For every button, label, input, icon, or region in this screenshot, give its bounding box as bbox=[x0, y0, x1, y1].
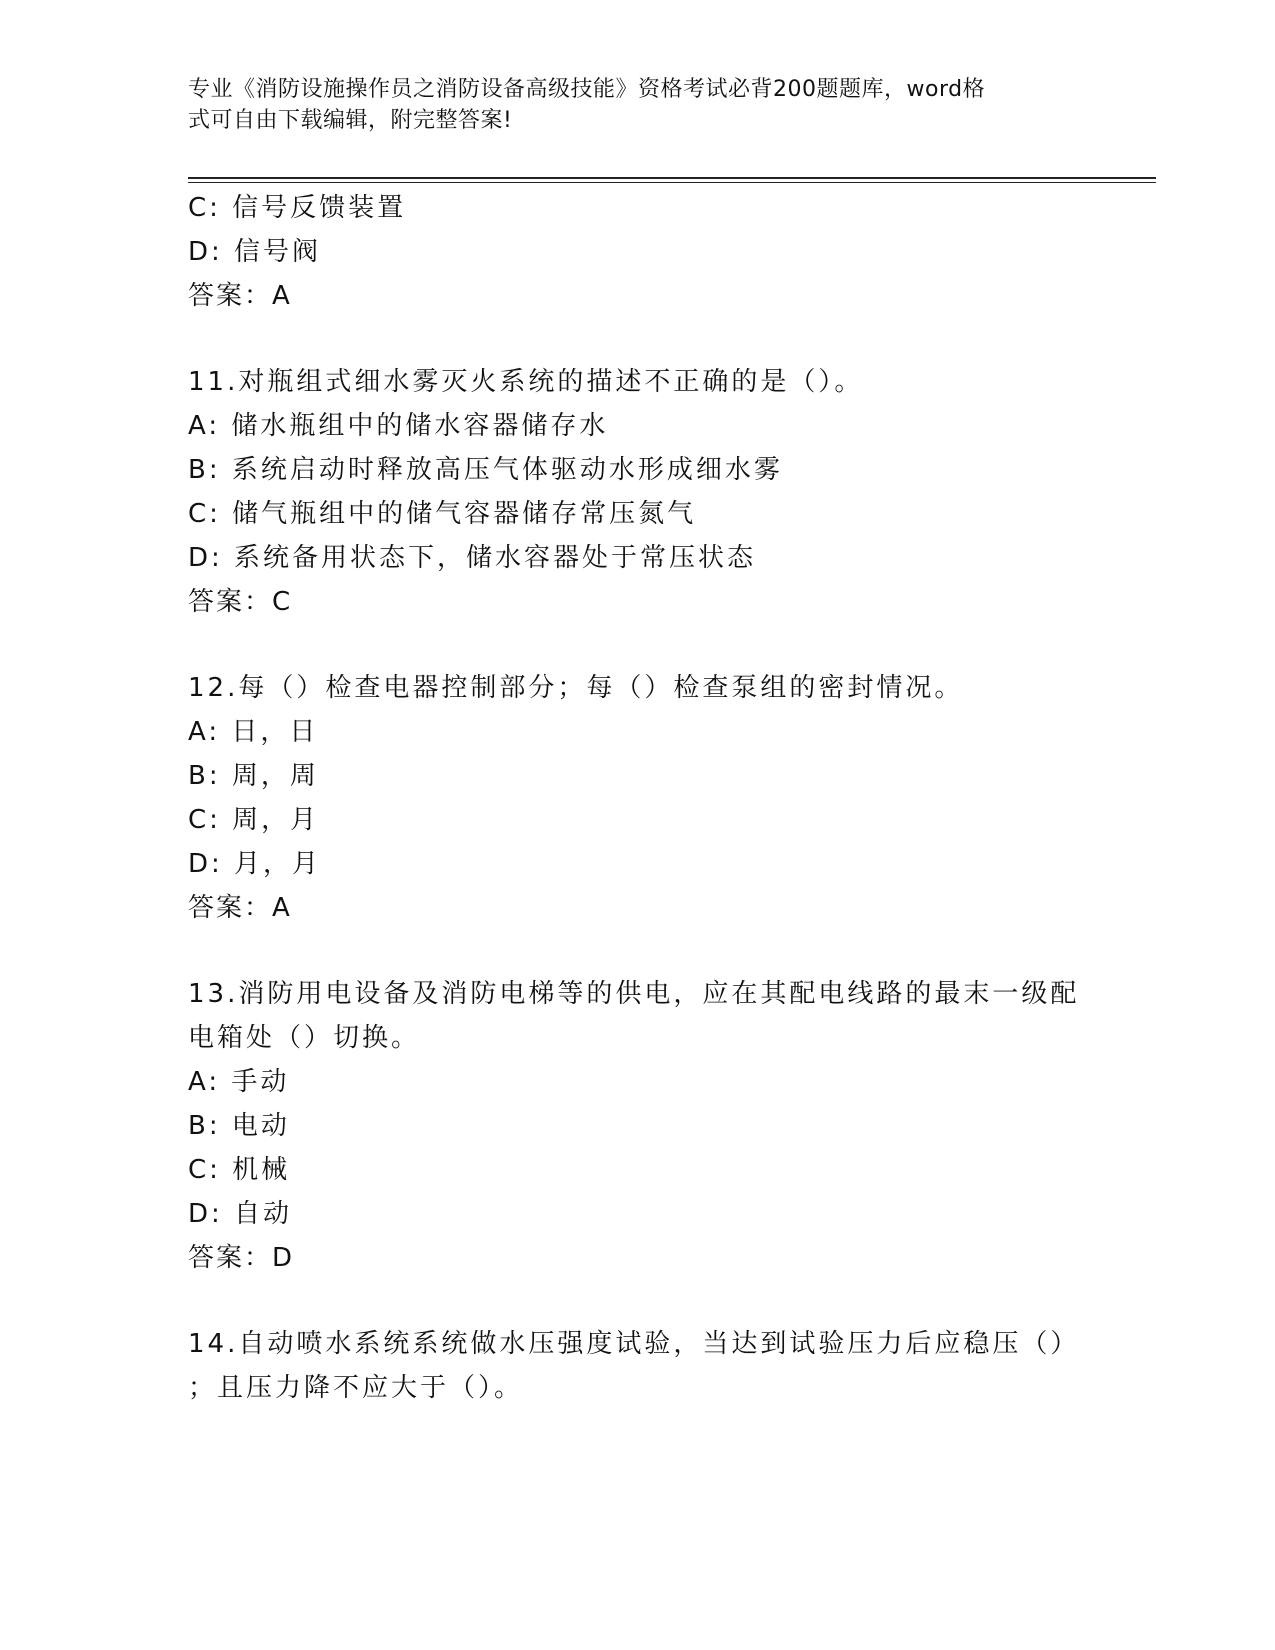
q13-stem-line-1: 13.消防用电设备及消防电梯等的供电，应在其配电线路的最末一级配 bbox=[188, 979, 1080, 1009]
q11-option-a: A: 储水瓶组中的储水容器储存水 bbox=[188, 411, 609, 441]
header-title-line-2: 式可自由下载编辑，附完整答案! bbox=[188, 108, 513, 133]
q11-option-d: D: 系统备用状态下，储水容器处于常压状态 bbox=[188, 543, 757, 573]
q10-option-c: C: 信号反馈装置 bbox=[188, 193, 407, 223]
header-divider-thick bbox=[188, 177, 1156, 179]
q12-answer: 答案：A bbox=[188, 893, 292, 923]
q12-option-b: B: 周，周 bbox=[188, 761, 319, 791]
q13-option-b: B: 电动 bbox=[188, 1111, 290, 1141]
q13-option-c: C: 机械 bbox=[188, 1155, 291, 1185]
document-header bbox=[188, 74, 1068, 136]
q11-answer: 答案：C bbox=[188, 587, 293, 617]
header-divider-thin bbox=[188, 182, 1156, 183]
header-title-line-1: 专业《消防设施操作员之消防设备高级技能》资格考试必背200题题库，word格 bbox=[188, 77, 986, 102]
q13-option-d: D: 自动 bbox=[188, 1199, 293, 1229]
q13-answer: 答案：D bbox=[188, 1243, 295, 1273]
q11-option-c: C: 储气瓶组中的储气容器储存常压氮气 bbox=[188, 499, 697, 529]
q10-answer: 答案：A bbox=[188, 281, 292, 311]
q13-option-a: A: 手动 bbox=[188, 1067, 290, 1097]
q11-option-b: B: 系统启动时释放高压气体驱动水形成细水雾 bbox=[188, 455, 783, 485]
q14-stem-line-1: 14.自动喷水系统系统做水压强度试验，当达到试验压力后应稳压（） bbox=[188, 1329, 1080, 1359]
q11-stem: 11.对瓶组式细水雾灭火系统的描述不正确的是（）。 bbox=[188, 367, 864, 397]
q12-stem: 12.每（）检查电器控制部分；每（）检查泵组的密封情况。 bbox=[188, 673, 964, 703]
q12-option-d: D: 月，月 bbox=[188, 849, 322, 879]
q14-stem-line-2: ；且压力降不应大于（）。 bbox=[188, 1373, 524, 1403]
q12-option-c: C: 周，月 bbox=[188, 805, 320, 835]
q12-option-a: A: 日，日 bbox=[188, 717, 319, 747]
q10-option-d: D: 信号阀 bbox=[188, 237, 322, 267]
q13-stem-line-2: 电箱处（）切换。 bbox=[188, 1023, 421, 1053]
